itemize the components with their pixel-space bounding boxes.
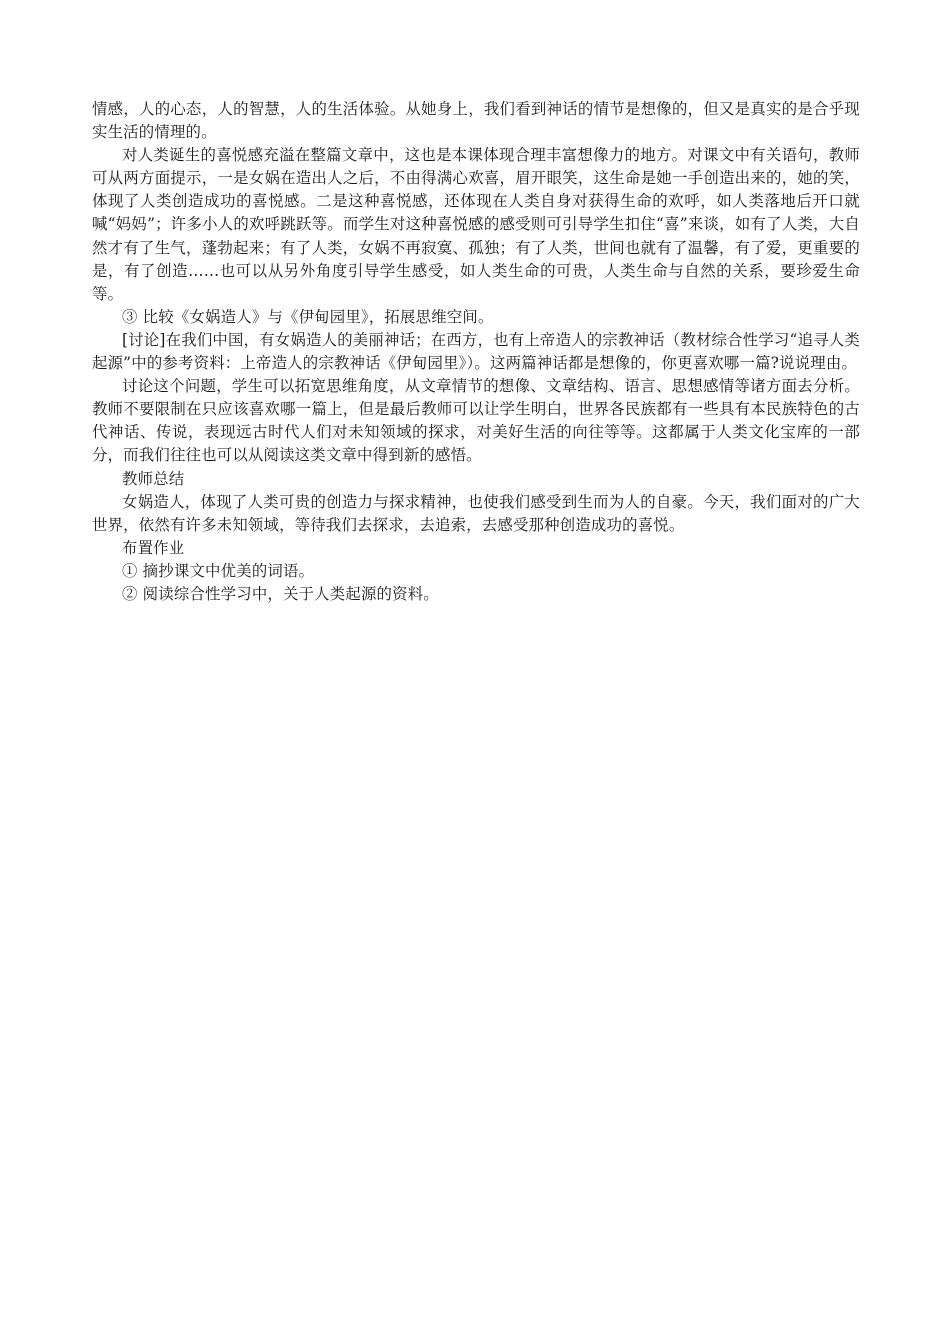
paragraph-discussion-guidance: 讨论这个问题，学生可以拓宽思维角度，从文章情节的想像、文章结构、语言、思想感情等诸方面去分析。教师不要限制在只应该喜欢哪一篇上，但是最后教师可以让学生明白，世界各民族都有一些具有本民族特色的古代神话、传说，表现远古时代人们对未知领域的探求，对美好生活的向往等等。这都属于人类文化宝库的一部分，而我们往往也可以从阅读这类文章中得到新的感悟。 <box>92 377 860 465</box>
paragraph-summary: 女娲造人，体现了人类可贵的创造力与探求精神，也使我们感受到生而为人的自豪。今天，我们面对的广大世界，依然有许多未知领域，等待我们去探求，去追索，去感受那种创造成功的喜悦。 <box>92 492 860 534</box>
homework-item-2: ② 阅读综合性学习中，关于人类起源的资料。 <box>122 584 439 603</box>
paragraph-joy-of-creation: 对人类诞生的喜悦感充溢在整篇文章中，这也是本课体现合理丰富想像力的地方。对课文中有关语句，教师可从两方面提示，一是女娲在造出人之后，不由得满心欢喜，眉开眼笑，这生命是她一手创造出来的，她的笑，体现了人类创造成功的喜悦感。二是这种喜悦感，还体现在人类自身对获得生命的欢呼，如人类落地后开口就喊“妈妈”；许多小人的欢呼跳跃等。而学生对这种喜悦感的感受则可引导学生扣住“喜”来谈，如有了人类，大自然才有了生气，蓬勃起来；有了人类，女娲不再寂寞、孤独；有了人类，世间也就有了温馨，有了爱，更重要的是，有了创造……也可以从另外角度引导学生感受，如人类生命的可贵，人类生命与自然的关系，要珍爱生命等。 <box>92 146 860 303</box>
heading-homework: 布置作业 <box>122 538 185 557</box>
homework-item-1: ① 摘抄课文中优美的词语。 <box>122 561 315 580</box>
paragraph-discussion-question: [讨论]在我们中国，有女娲造人的美丽神话；在西方，也有上帝造人的宗教神话（教材综合性学习“追寻人类起源”中的参考资料：上帝造人的宗教神话《伊甸园里》）。这两篇神话都是想像的，你更喜欢哪一篇?说说理由。 <box>92 330 860 373</box>
heading-teacher-summary: 教师总结 <box>122 469 185 488</box>
document-page <box>92 98 860 606</box>
paragraph-compare-myths: ③ 比较《女娲造人》与《伊甸园里》，拓展思维空间。 <box>122 307 494 326</box>
paragraph-continuation: 情感，人的心态，人的智慧，人的生活体验。从她身上，我们看到神话的情节是想像的，但又是真实的是合乎现实生活的情理的。 <box>92 100 860 142</box>
